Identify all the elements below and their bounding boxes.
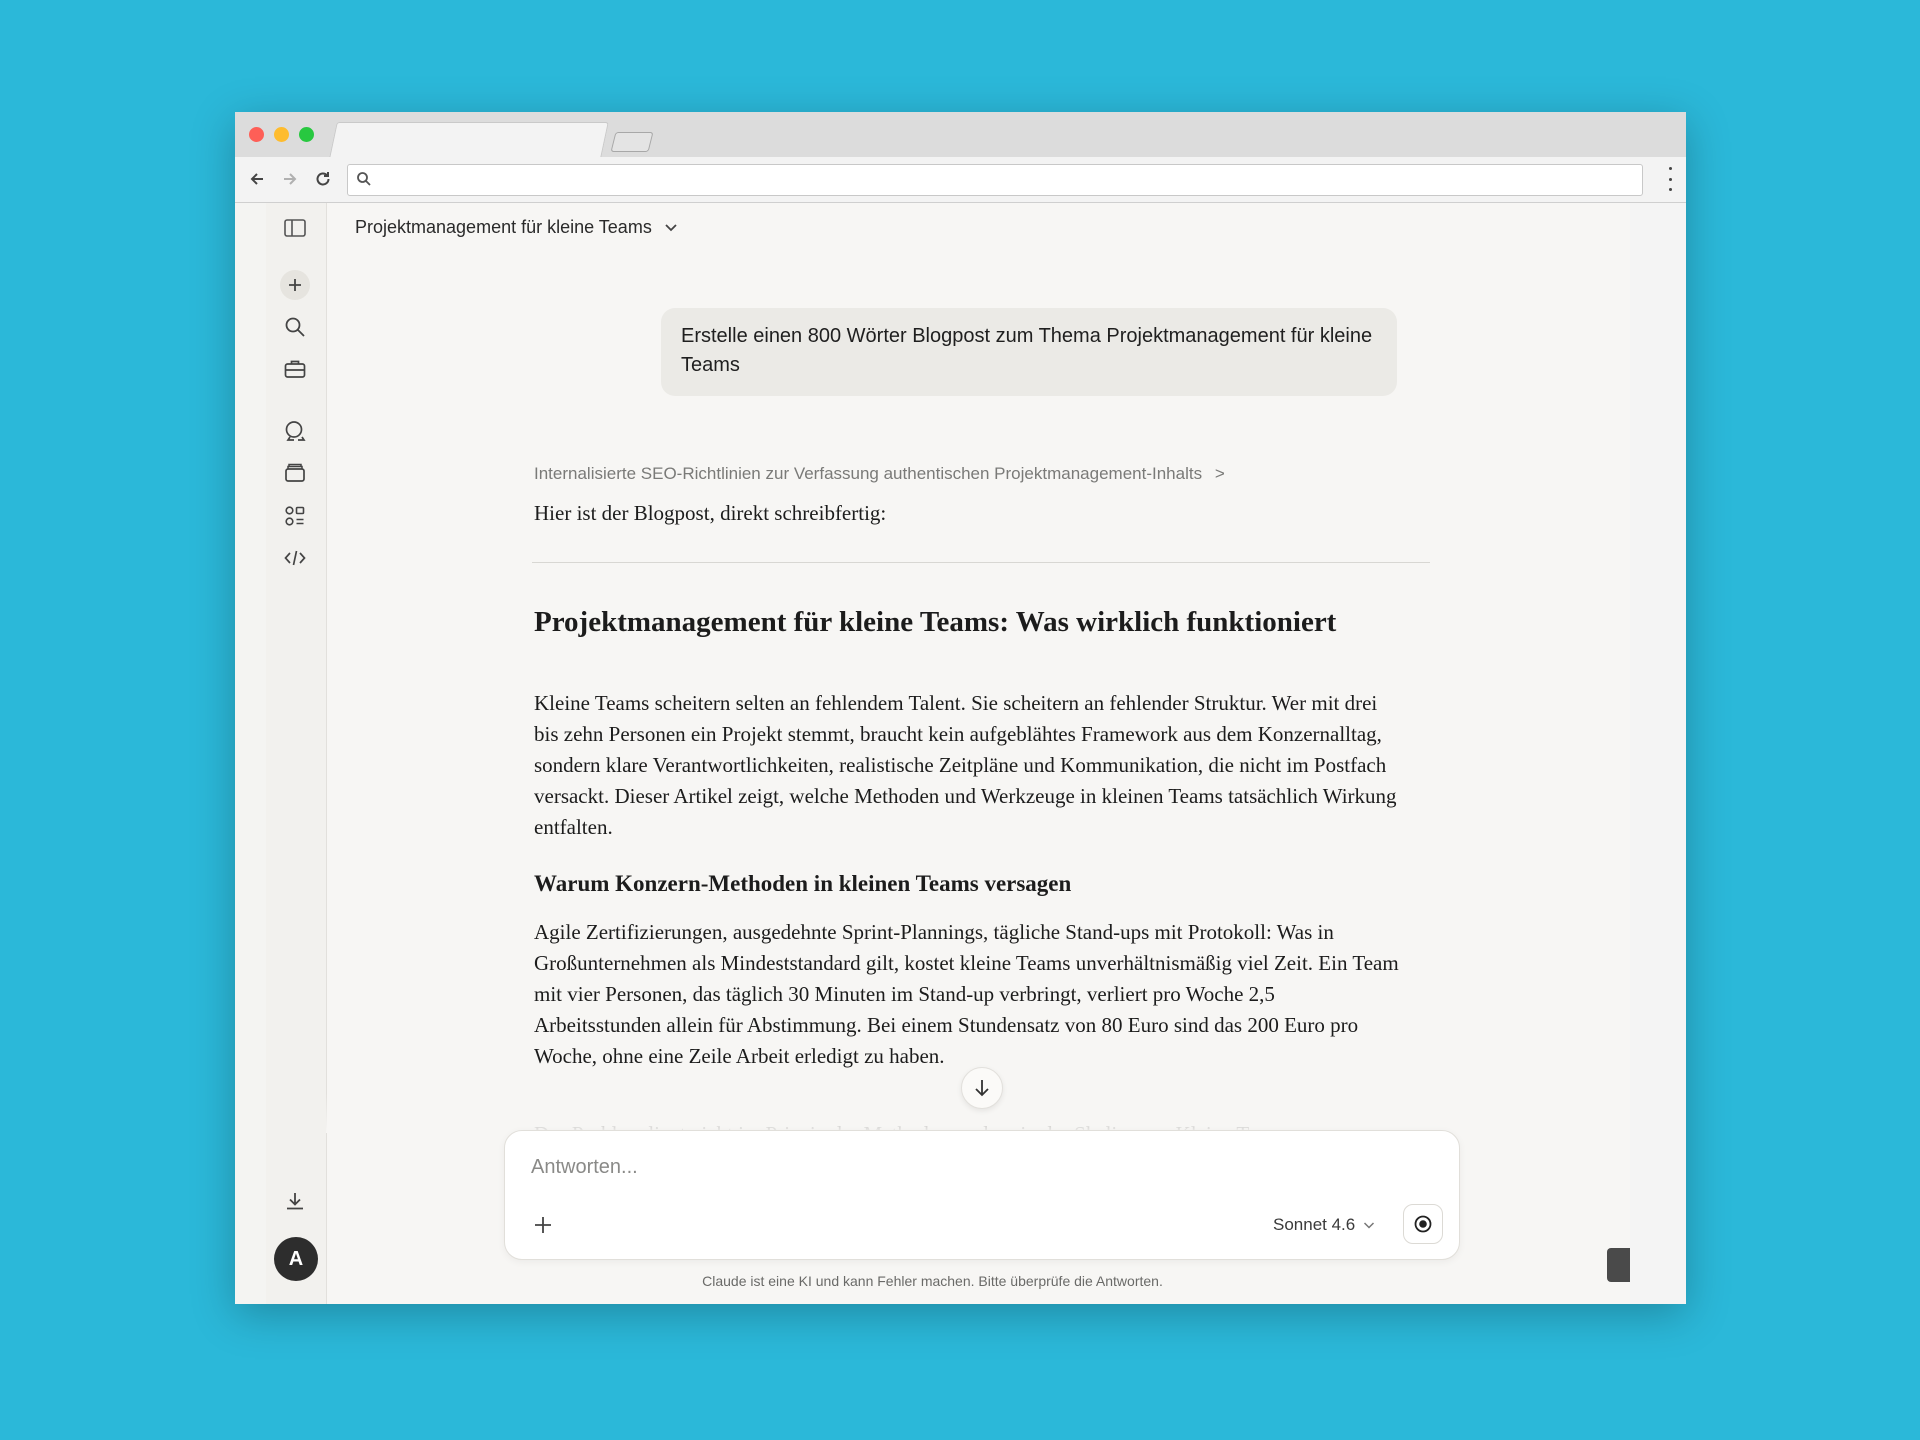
address-input[interactable] <box>382 169 1626 193</box>
code-icon <box>284 549 306 567</box>
browser-menu-icon[interactable] <box>1666 167 1674 191</box>
blog-subheading: Warum Konzern-Methoden in kleinen Teams versagen <box>534 871 1072 896</box>
blog-heading: Projektmanagement für kleine Teams: Was wirklich funktioniert <box>534 606 1337 638</box>
composer <box>504 1130 1460 1260</box>
model-selector[interactable] <box>1273 1215 1375 1235</box>
sidebar <box>266 203 327 1304</box>
artifacts-button[interactable] <box>280 501 310 531</box>
search-button[interactable] <box>280 312 310 342</box>
browser-tab-active[interactable] <box>329 122 609 158</box>
code-button[interactable] <box>280 543 310 573</box>
maximize-window-button[interactable] <box>299 127 314 142</box>
arrow-left-icon <box>248 170 266 188</box>
chat-bubbles-icon <box>284 420 306 442</box>
chats-button[interactable] <box>280 416 310 446</box>
scroll-to-bottom-button[interactable] <box>961 1067 1003 1109</box>
browser-toolbar <box>235 157 1686 203</box>
claude-app <box>235 203 1630 1304</box>
search-icon <box>284 316 306 338</box>
voice-mode-button[interactable] <box>1403 1204 1443 1244</box>
tab-bar <box>235 112 1686 157</box>
chevron-down-icon <box>664 222 678 232</box>
divider <box>532 562 1430 563</box>
plus-icon <box>280 270 310 300</box>
browser-window <box>235 112 1686 1304</box>
close-window-button[interactable] <box>249 127 264 142</box>
response-intro: Hier ist der Blogpost, direkt schreibfertig: <box>534 501 887 525</box>
blog-paragraph: Kleine Teams scheitern selten an fehlendem Talent. Sie scheitern an fehlender Struktur. Wer mit drei bis zehn Personen ein Projekt stemmt, braucht kein aufgeblähtes Framework aus dem Konzernalltag, sondern klare Verantwortlichkeiten, realistische Zeitpläne und Kommunikation, die nicht im Postfach versackt. Dieser Artikel zeigt, welche Methoden und Werkzeuge in kleinen Teams tatsächlich Wirkung entfalten. <box>534 691 1397 839</box>
chevron-down-icon <box>1363 1221 1375 1229</box>
reasoning-label: Internalisierte SEO-Richtlinien zur Verfassung authentischen Projektmanagement-Inhalts <box>534 464 1203 483</box>
apps-grid-icon <box>284 505 306 527</box>
reply-input[interactable] <box>529 1151 1433 1183</box>
add-attachment-button[interactable] <box>531 1213 555 1237</box>
forward-button[interactable] <box>276 165 304 193</box>
sidebar-toggle-icon[interactable] <box>280 213 310 243</box>
download-icon <box>285 1191 305 1211</box>
disclaimer: Claude ist eine KI und kann Fehler machen. Bitte überprüfe die Antworten. <box>702 1273 1163 1289</box>
address-bar[interactable] <box>347 164 1643 196</box>
blog-paragraph: Agile Zertifizierungen, ausgedehnte Sprint-Plannings, tägliche Stand-ups mit Protokoll: Was in Großunternehmen als Mindeststandard gilt, kostet kleine Teams unverhältnismäßig viel Zeit. Ein Team mit vier Personen, das täglich 30 Minuten im Stand-up verbringt, verliert pro Woche 2,5 Arbeitsstunden allein für Abstimmung. Bei einem Stundensatz von 80 Euro sind das 200 Euro pro Woche, ohne eine Zeile Arbeit erledigt zu haben. <box>534 920 1399 1068</box>
plus-icon <box>533 1215 553 1235</box>
model-name: Sonnet 4.6 <box>1273 1215 1356 1234</box>
left-margin <box>235 203 266 1304</box>
chat-title: Projektmanagement für kleine Teams <box>355 216 652 237</box>
user-message: Erstelle einen 800 Wörter Blogpost zum Thema Projektmanagement für kleine Teams <box>661 308 1397 396</box>
arrow-right-icon <box>281 170 299 188</box>
reasoning-summary-toggle[interactable] <box>534 464 1225 484</box>
tools-button[interactable] <box>280 354 310 384</box>
back-button[interactable] <box>243 165 271 193</box>
chat-title-dropdown[interactable] <box>355 213 678 241</box>
arrow-down-icon <box>974 1079 990 1097</box>
reload-icon <box>314 170 332 188</box>
reload-button[interactable] <box>309 165 337 193</box>
new-chat-button[interactable] <box>280 270 310 300</box>
archive-icon <box>284 463 306 483</box>
search-icon <box>356 171 372 192</box>
projects-button[interactable] <box>280 458 310 488</box>
right-margin <box>1630 203 1686 1304</box>
side-panel-button[interactable] <box>1607 1248 1630 1282</box>
new-tab-button[interactable] <box>611 132 654 152</box>
avatar[interactable]: A <box>274 1237 318 1281</box>
download-button[interactable] <box>280 1186 310 1216</box>
briefcase-icon <box>284 359 306 379</box>
chevron-right-icon: > <box>1214 464 1225 483</box>
record-icon <box>1413 1214 1433 1234</box>
minimize-window-button[interactable] <box>274 127 289 142</box>
